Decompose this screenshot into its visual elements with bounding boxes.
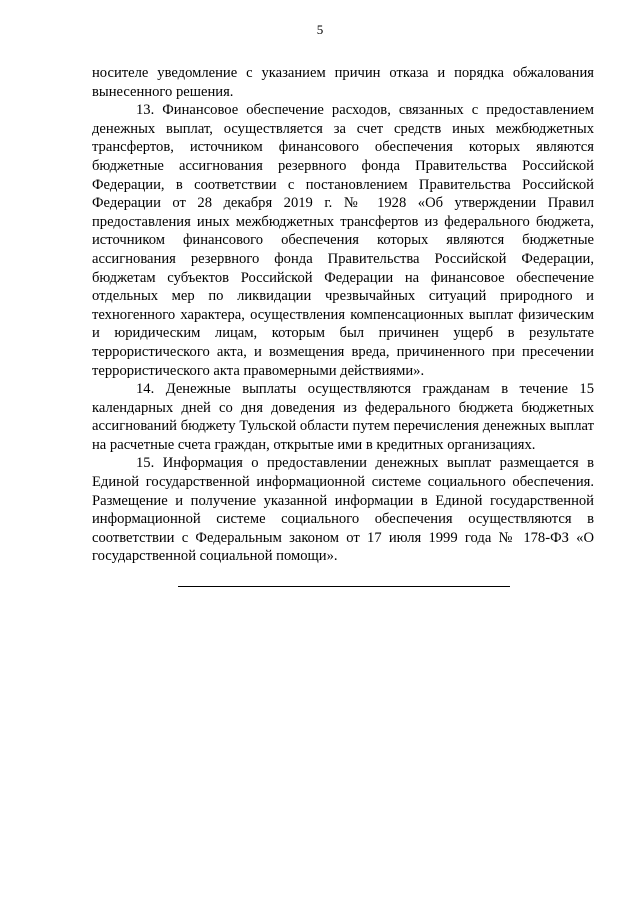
closing-divider-line xyxy=(178,586,510,587)
paragraph-13: 13. Финансовое обеспечение расходов, связанных с предоставлением денежных выплат, осуществляется за счет средств иных межбюджетных трансфертов, источником финансового обеспечения которых являются бюджетные ассигнования резервного фонда Правительства Российской Федерации, в соответствии с постановлением Правительства Российской Федерации от 28 декабря 2019 г. № 1928 «Об утверждении Правил предоставления иных межбюджетных трансфертов из федерального бюджета, источником финансового обеспечения которых являются бюджетные ассигнования резервного фонда Правительства Российской Федерации, бюджетам субъектов Российской Федерации на финансовое обеспечение отдельных мер по ликвидации чрезвычайных ситуаций природного и техногенного характера, осуществления компенсационных выплат физическим и юридическим лицам, которым был причинен ущерб в результате террористического акта, и возмещения вреда, причиненного при пресечении террористического акта правомерными действиями». xyxy=(92,102,594,379)
paragraph-14: 14. Денежные выплаты осуществляются гражданам в течение 15 календарных дней со дня доведения из федерального бюджета бюджетных ассигнований бюджету Тульской области путем перечисления денежных выплат на расчетные счета граждан, открытые ими в кредитных организациях. xyxy=(92,381,594,453)
document-body xyxy=(92,64,594,566)
paragraph-15: 15. Информация о предоставлении денежных выплат размещается в Единой государственной информационной системе социального обеспечения. Размещение и получение указанной информации в Единой государственной информационной системе социального обеспечения осуществляются в соответствии с Федеральным законом от 17 июля 1999 года № 178-ФЗ «О государственной социальной помощи». xyxy=(92,455,594,565)
paragraph-continuation: носителе уведомление с указанием причин отказа и порядка обжалования вынесенного решения. xyxy=(92,65,594,100)
page-number: 5 xyxy=(316,22,324,37)
